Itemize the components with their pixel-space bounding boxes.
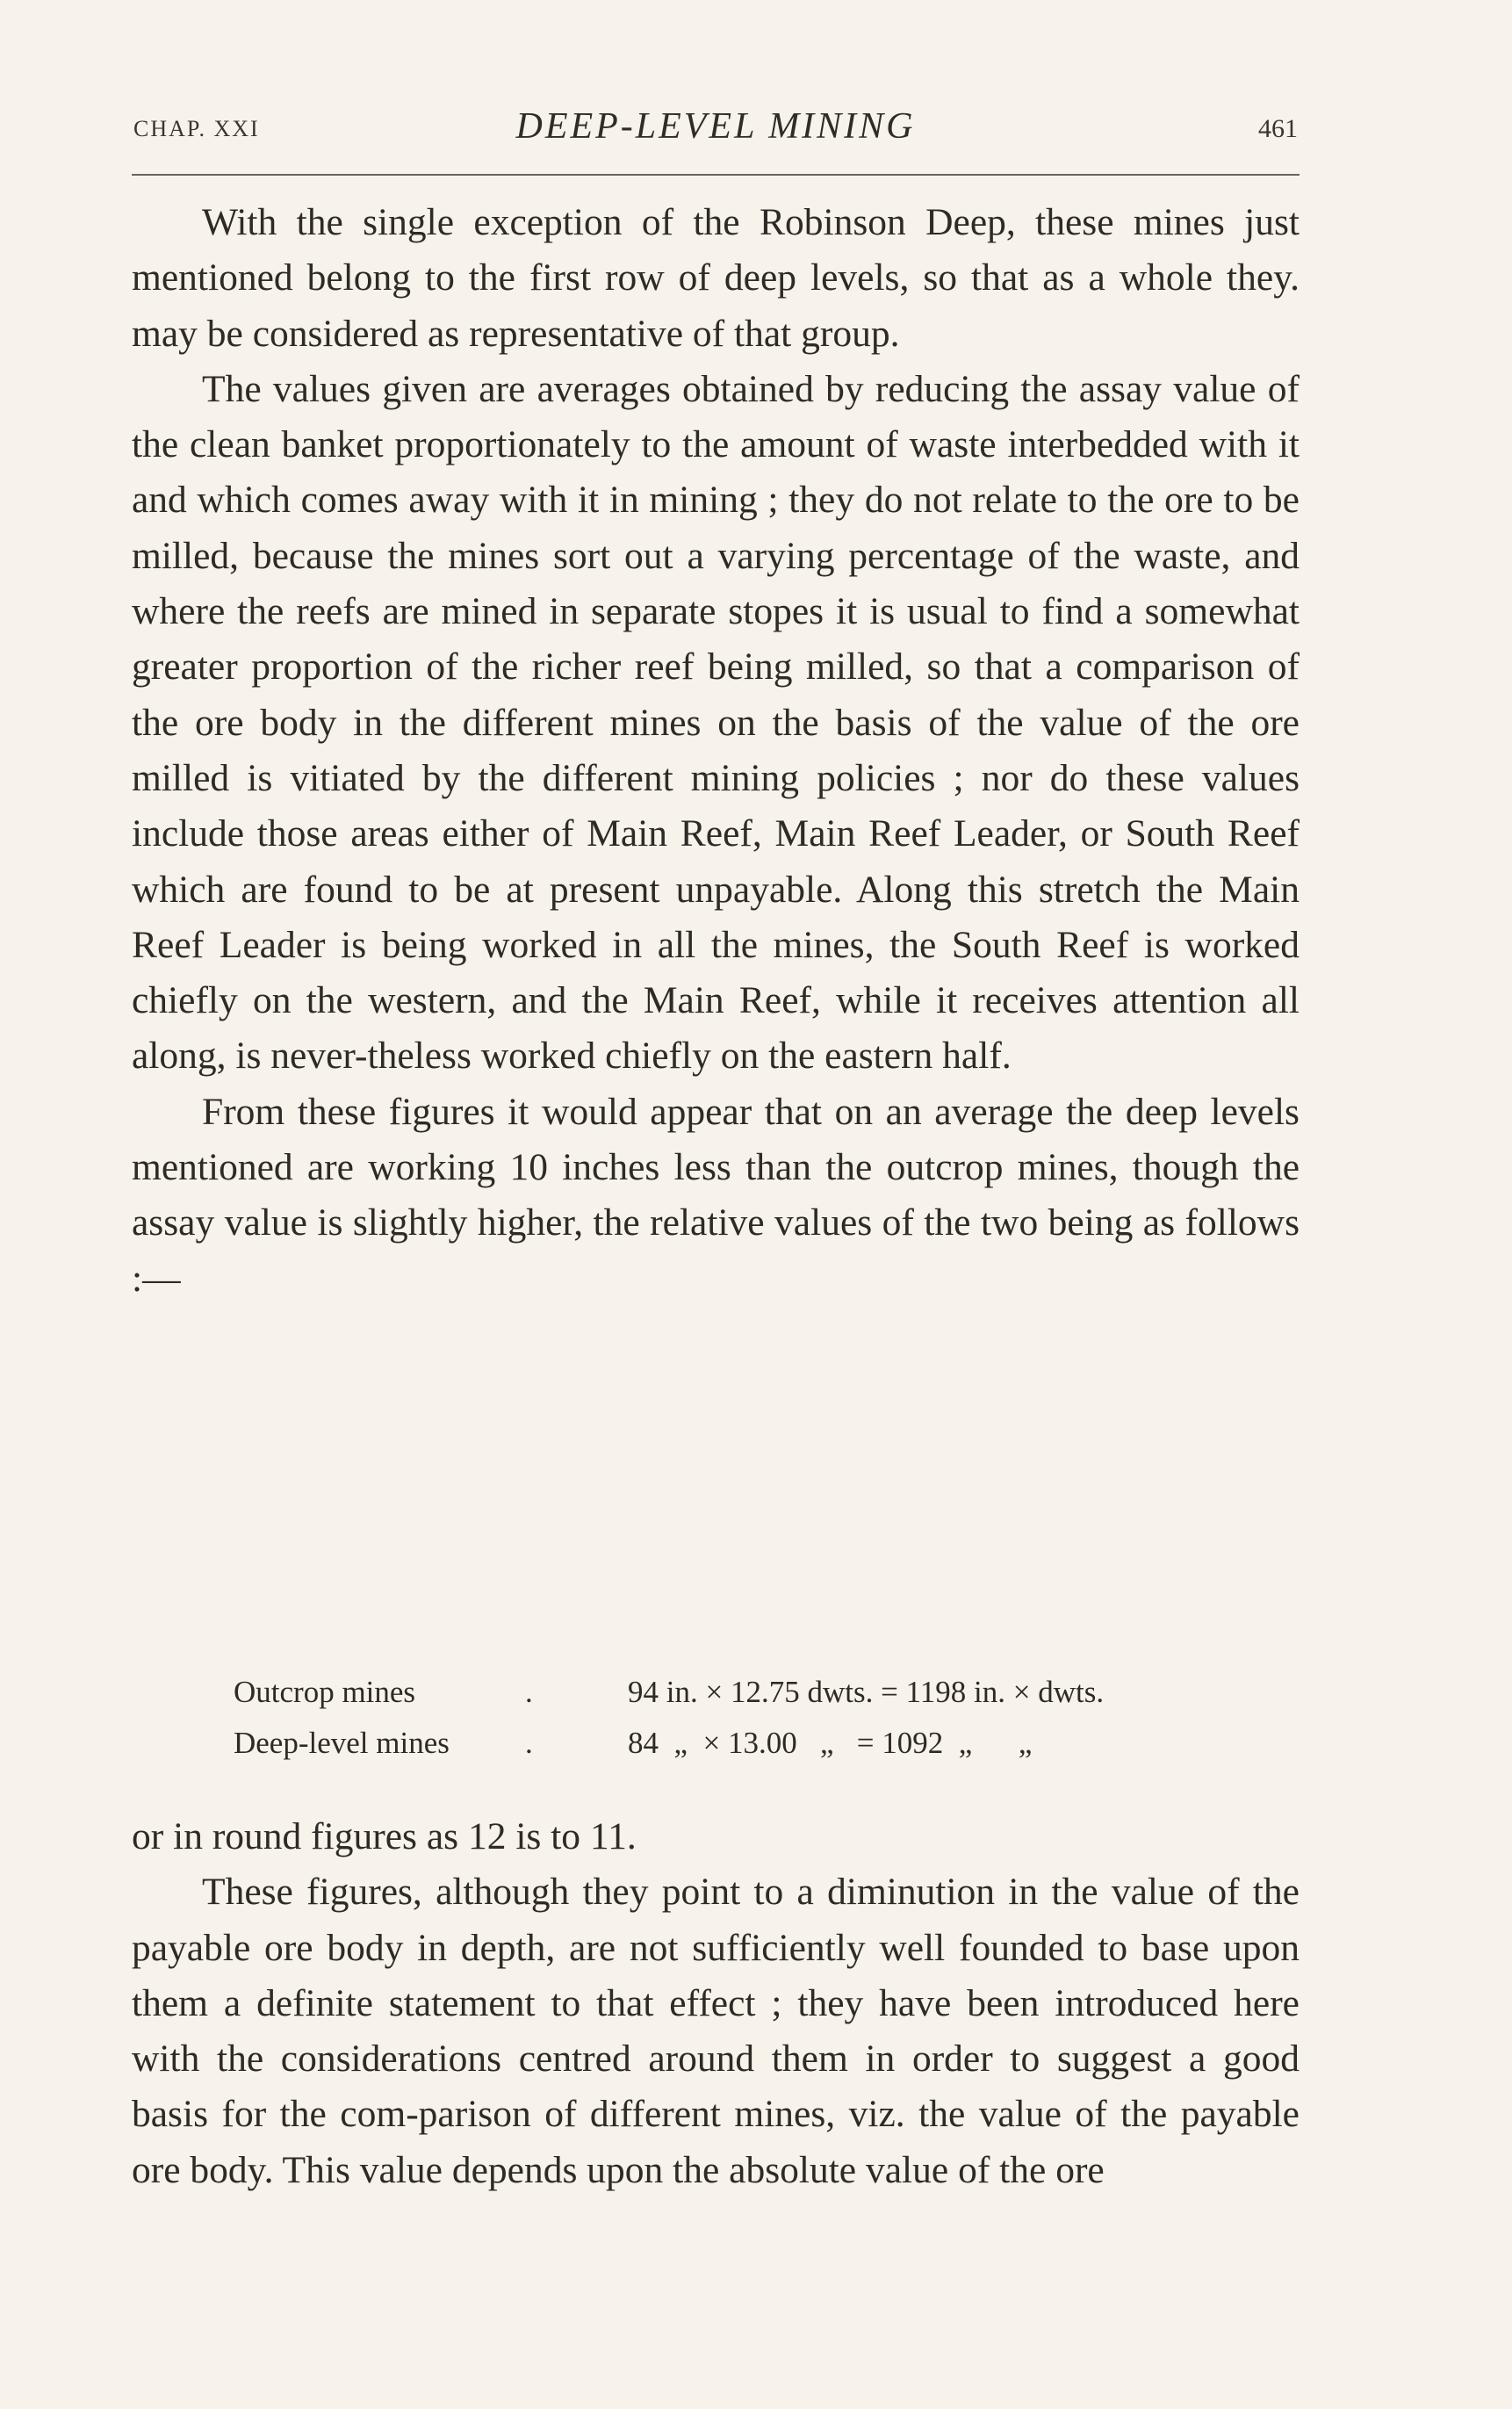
row-label: Outcrop mines (234, 1675, 416, 1709)
leader-dot: . (525, 1675, 533, 1709)
running-title: DEEP-LEVEL MINING (515, 106, 916, 147)
row-label: Deep-level mines (234, 1726, 450, 1760)
body-text-continued (132, 1809, 1300, 2198)
chapter-label: CHAP. XXI (133, 116, 260, 141)
paragraph: or in round figures as 12 is to 11. (132, 1815, 637, 1857)
paragraph: From these figures it would appear that on an average the deep levels mentioned are working 10 inches less than the outcrop mines, though the assay value is slightly higher, the relative values of the two being as follows :— (132, 1090, 1300, 1300)
table-row (132, 1667, 1300, 1718)
paragraph: These figures, although they point to a diminution in the value of the payable ore body in depth, are not sufficiently well founded to base upon them a definite statement to that effect ; they have been introduced here with the considerations centred around them in order to suggest a good basis for the com-parison of different mines, viz. the value of the payable ore body. This value depends upon the absolute value of the ore (132, 1871, 1300, 2191)
paragraph: With the single exception of the Robinson Deep, these mines just mentioned belong to the first row of deep levels, so that as a whole they. may be considered as representative of that group. (132, 201, 1300, 355)
body-text (132, 195, 1300, 1307)
running-head (132, 105, 1300, 158)
leader-dot: . (525, 1726, 533, 1760)
comparison-table (132, 1667, 1300, 1769)
header-rule (132, 174, 1300, 176)
page-number: 461 (1258, 114, 1298, 143)
book-page (132, 105, 1300, 2354)
row-value: 84 „ × 13.00 „ = 1092 „ „ (628, 1726, 1033, 1760)
paragraph: The values given are averages obtained by reducing the assay value of the clean banket proportionately to the amount of waste interbedded with it and which comes away with it in mining ; they do not relate to the ore to be milled, because the mines sort out a varying percentage of the waste, and where the reefs are mined in separate stopes it is usual to find a somewhat greater proportion of the richer reef being milled, so that a comparison of the ore body in the different mines on the basis of the value of the ore milled is vitiated by the different mining policies ; nor do these values include those areas either of Main Reef, Main Reef Leader, or South Reef which are found to be at present unpayable. Along this stretch the Main Reef Leader is being worked in all the mines, the South Reef is worked chiefly on the western, and the Main Reef, while it receives attention all along, is never-theless worked chiefly on the eastern half. (132, 367, 1300, 1078)
table-row (132, 1718, 1300, 1769)
row-value: 94 in. × 12.75 dwts. = 1198 in. × dwts. (628, 1675, 1105, 1709)
